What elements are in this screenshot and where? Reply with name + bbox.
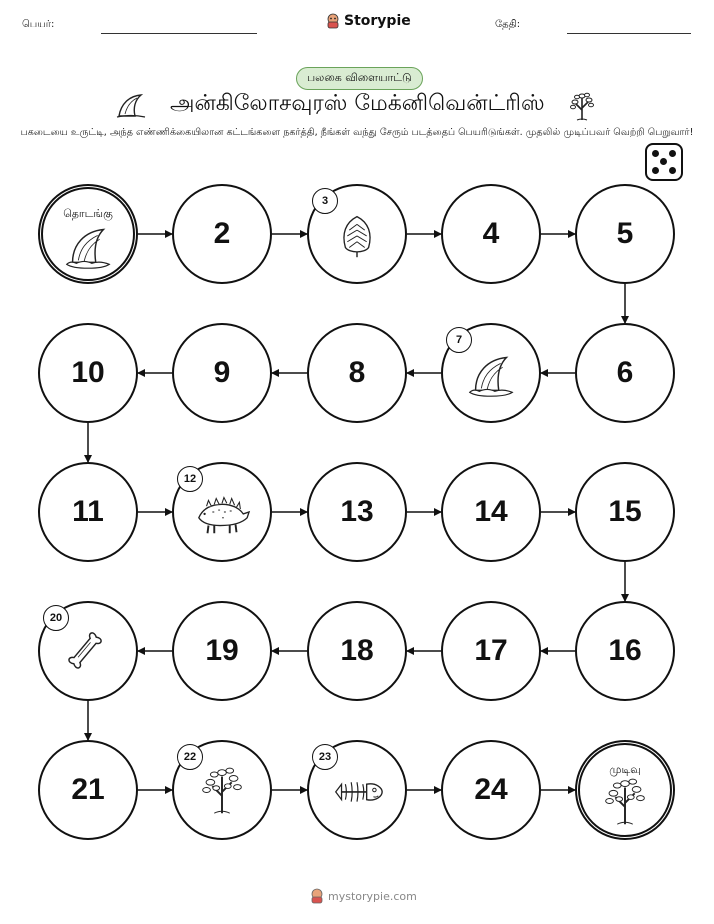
space-number: 24 bbox=[474, 773, 508, 806]
tree-icon bbox=[596, 772, 654, 830]
claw-icon bbox=[462, 344, 520, 402]
claw-icon bbox=[59, 216, 117, 274]
board-space-15[interactable] bbox=[575, 462, 675, 562]
storypie-logo-icon bbox=[310, 888, 324, 904]
footer-url[interactable]: mystorypie.com bbox=[328, 889, 417, 903]
board-space-18[interactable] bbox=[307, 601, 407, 701]
space-number-badge: 12 bbox=[177, 466, 203, 492]
board-space-19[interactable] bbox=[172, 601, 272, 701]
board-space-5[interactable] bbox=[575, 184, 675, 284]
board-space-11[interactable] bbox=[38, 462, 138, 562]
space-number-badge: 7 bbox=[446, 327, 472, 353]
space-number: 5 bbox=[616, 217, 634, 250]
leaf-icon bbox=[328, 205, 386, 263]
tree-icon bbox=[193, 761, 251, 819]
page-title: அன்கிலோசவுரஸ் மேக்னிவென்ட்ரிஸ் bbox=[170, 91, 545, 116]
board-space-2[interactable] bbox=[172, 184, 272, 284]
space-number: 8 bbox=[348, 356, 366, 389]
space-number: 4 bbox=[482, 217, 500, 250]
board-space-17[interactable] bbox=[441, 601, 541, 701]
space-number: 11 bbox=[72, 495, 104, 528]
space-number: 17 bbox=[474, 634, 508, 667]
footer bbox=[310, 888, 417, 904]
board-space-21[interactable] bbox=[38, 740, 138, 840]
space-number: 15 bbox=[608, 495, 642, 528]
board-space-8[interactable] bbox=[307, 323, 407, 423]
space-number: 21 bbox=[71, 773, 105, 806]
board-space-14[interactable] bbox=[441, 462, 541, 562]
category-badge: பலகை விளையாட்டு bbox=[296, 67, 423, 90]
space-number-badge: 20 bbox=[43, 605, 69, 631]
space-number: 18 bbox=[340, 634, 374, 667]
space-number: 19 bbox=[205, 634, 239, 667]
start-label: தொடங்கு bbox=[63, 207, 113, 220]
fish-skeleton-icon bbox=[328, 761, 386, 819]
board-space-10[interactable] bbox=[38, 323, 138, 423]
brand-name: Storypie bbox=[344, 13, 411, 29]
instructions: பகடையை உருட்டி, அந்த எண்ணிக்கையிலான கட்டங்களை நகர்த்தி, நீங்கள் வந்து சேரும் படத்தைப் பெயரிடுங்கள். முதலில் முடிப்பவர் வெற்றி பெறுவார்! bbox=[20, 127, 694, 138]
start-space[interactable] bbox=[38, 184, 138, 284]
space-number: 9 bbox=[213, 356, 231, 389]
ankylosaurus-icon bbox=[193, 483, 251, 541]
name-label: பெயர்: bbox=[22, 19, 55, 30]
space-number: 13 bbox=[340, 495, 374, 528]
finish-label: முடிவு bbox=[609, 763, 641, 776]
date-label: தேதி: bbox=[495, 19, 521, 30]
board-space-4[interactable] bbox=[441, 184, 541, 284]
board-space-6[interactable] bbox=[575, 323, 675, 423]
space-number: 6 bbox=[616, 356, 634, 389]
board-space-13[interactable] bbox=[307, 462, 407, 562]
space-number: 14 bbox=[474, 495, 508, 528]
space-number: 16 bbox=[608, 634, 642, 667]
board-space-24[interactable] bbox=[441, 740, 541, 840]
bone-icon bbox=[59, 622, 117, 680]
board-space-9[interactable] bbox=[172, 323, 272, 423]
space-number: 2 bbox=[213, 217, 231, 250]
board-space-16[interactable] bbox=[575, 601, 675, 701]
space-number-badge: 3 bbox=[312, 188, 338, 214]
space-number-badge: 23 bbox=[312, 744, 338, 770]
space-number-badge: 22 bbox=[177, 744, 203, 770]
space-number: 10 bbox=[71, 356, 105, 389]
finish-space[interactable] bbox=[575, 740, 675, 840]
